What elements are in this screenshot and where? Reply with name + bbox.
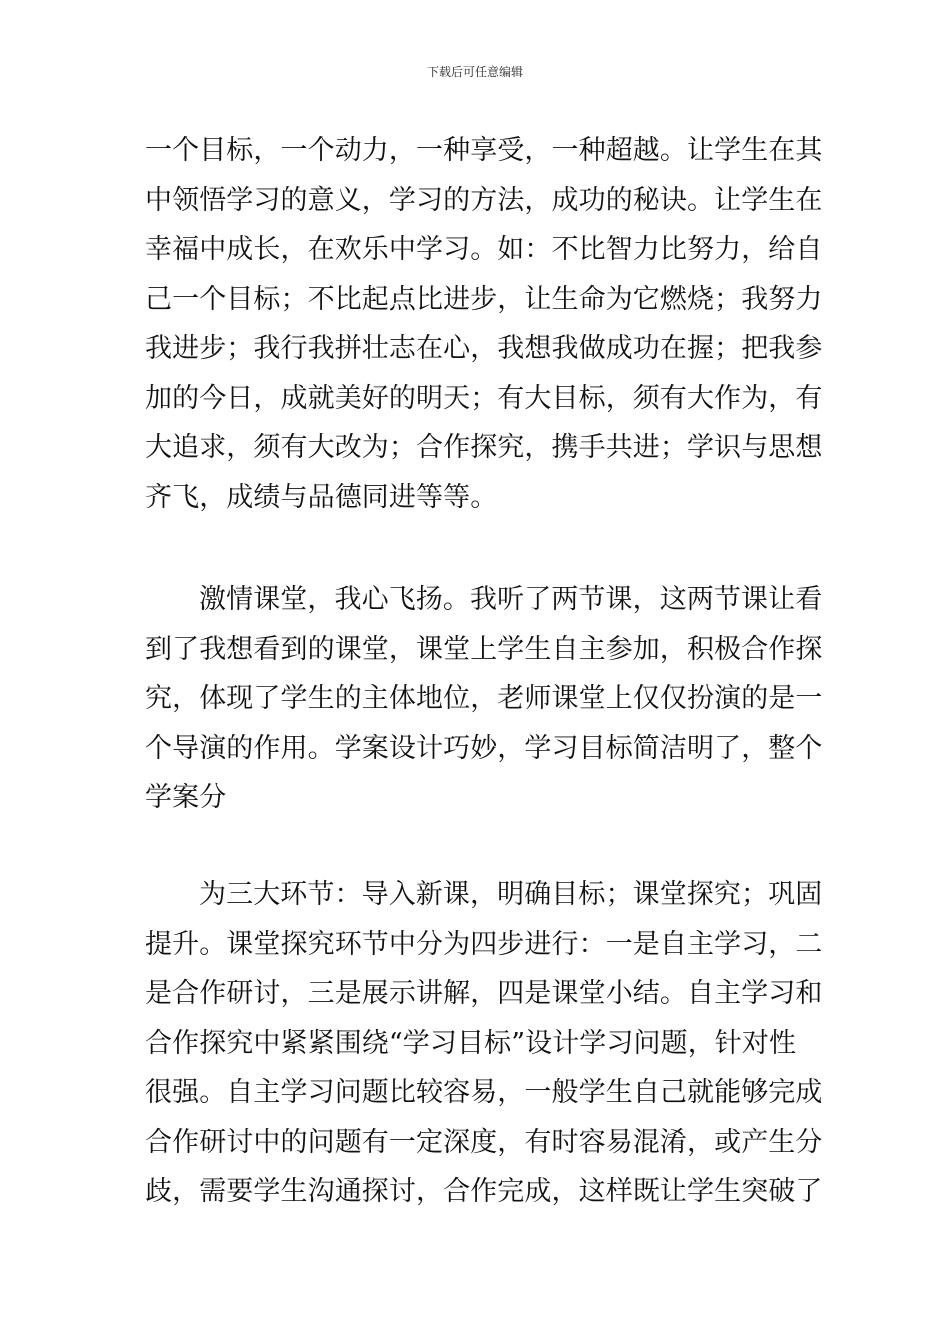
text-line: 齐飞，成绩与品德同进等等。: [145, 481, 498, 513]
paragraph-1: [145, 126, 823, 522]
text-line: 合作探究中紧紧围绕“学习目标”设计学习问题，针对性: [145, 1027, 797, 1059]
text-line: 加的今日，成就美好的明天；有大目标，须有大作为，有: [145, 382, 823, 414]
text-line: 是合作研讨，三是展示讲解，四是课堂小结。自主学习和: [145, 978, 823, 1009]
text-line: 歧，需要学生沟通探讨，合作完成，这样既让学生突破了: [145, 1176, 823, 1207]
text-line: 学案分: [145, 782, 227, 813]
paragraph-2: [145, 575, 823, 823]
text-line: 己一个目标；不比起点比进步，让生命为它燃烧；我努力: [145, 283, 823, 315]
text-line: 一个目标，一个动力，一种享受，一种超越。让学生在其: [145, 135, 823, 166]
text-line: 个导演的作用。学案设计巧妙，学习目标简洁明了，整个: [145, 732, 823, 764]
text-line: 中领悟学习的意义，学习的方法，成功的秘诀。让学生在: [145, 184, 823, 216]
page-header: 下载后可任意编辑: [426, 65, 523, 79]
text-line: 激情课堂，我心飞扬。我听了两节课，这两节课让看: [199, 584, 823, 615]
text-line: 提升。课堂探究环节中分为四步进行：一是自主学习，二: [145, 928, 823, 960]
text-line: 究，体现了学生的主体地位，老师课堂上仅仅扮演的是一: [145, 683, 823, 714]
text-line: 幸福中成长，在欢乐中学习。如：不比智力比努力，给自: [145, 234, 823, 265]
text-line: 合作研讨中的问题有一定深度，有时容易混淆，或产生分: [145, 1126, 823, 1158]
paragraph-3: [145, 870, 823, 1217]
text-line: 很强。自主学习问题比较容易，一般学生自己就能够完成: [145, 1077, 823, 1108]
text-line: 为三大环节：导入新课，明确目标；课堂探究；巩固: [199, 879, 823, 910]
text-line: 到了我想看到的课堂，课堂上学生自主参加，积极合作探: [145, 633, 823, 665]
text-line: 大追求，须有大改为；合作探究，携手共进；学识与思想: [145, 432, 823, 463]
text-line: 我进步；我行我拼壮志在心，我想我做成功在握；把我参: [145, 333, 823, 364]
